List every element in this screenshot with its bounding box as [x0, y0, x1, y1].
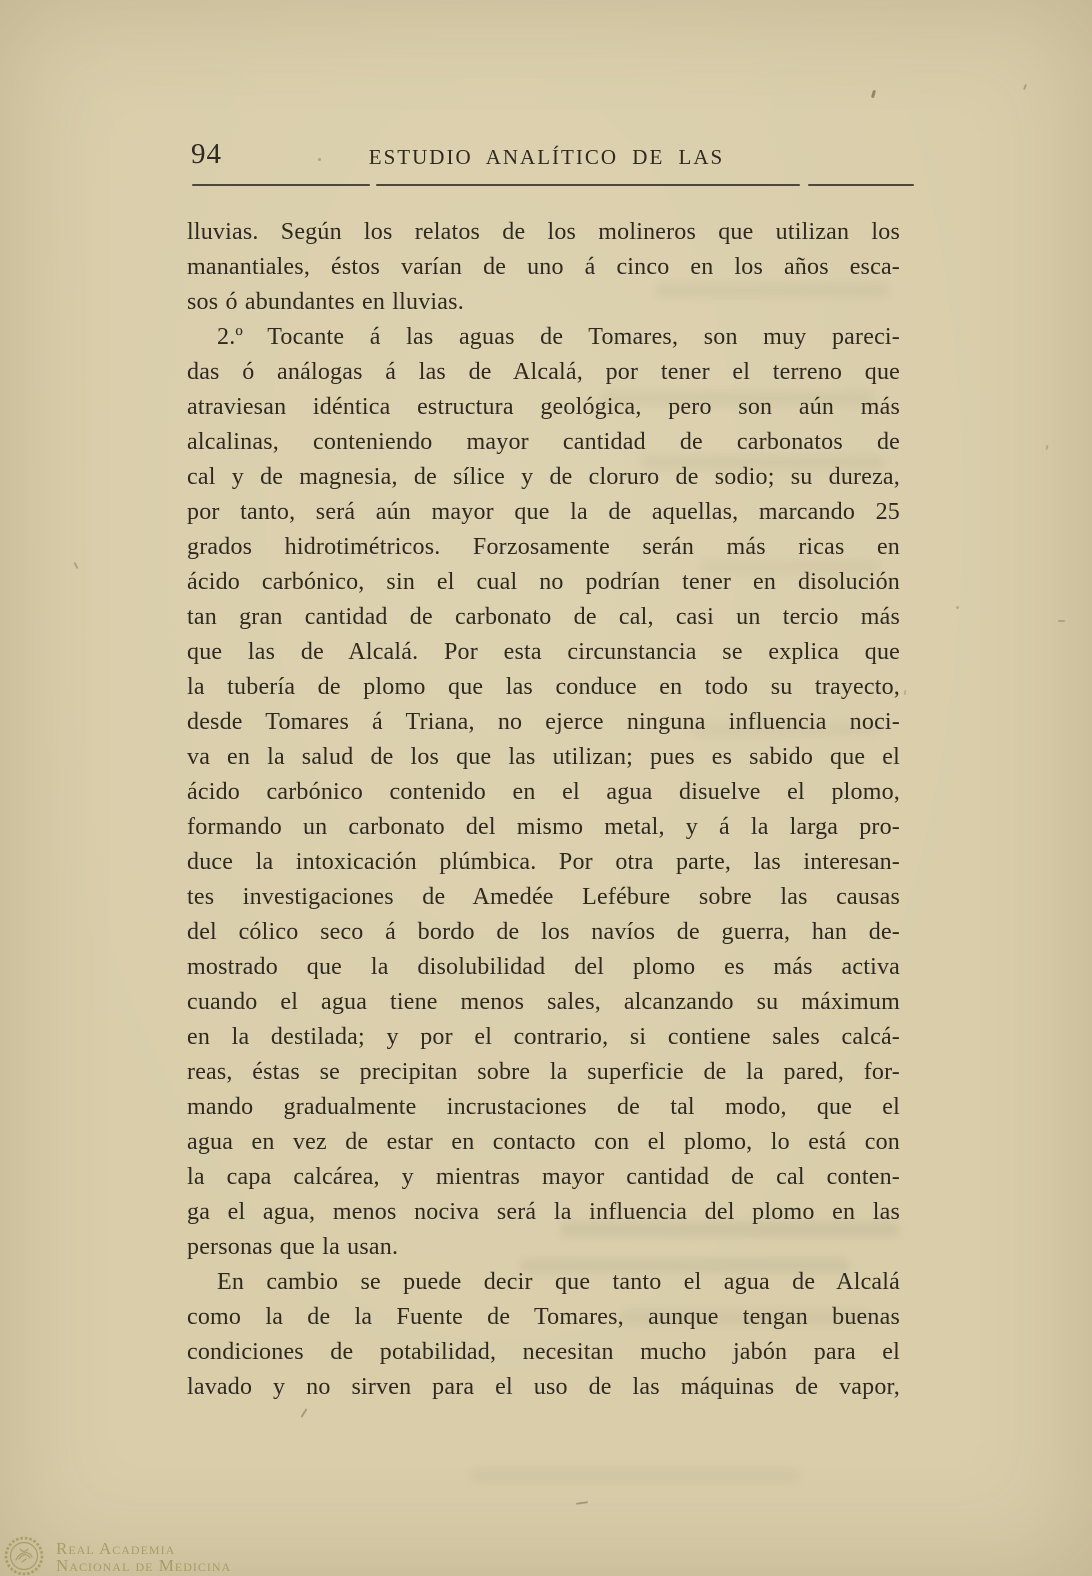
text-line: ácido carbónico contenido en el agua disuelve el plomo,	[187, 779, 900, 805]
text-line: tan gran cantidad de carbonato de cal, casi un tercio más	[187, 604, 900, 630]
text-line: la tubería de plomo que las conduce en todo su trayecto,	[187, 674, 900, 700]
text-line: alcalinas, conteniendo mayor cantidad de carbonatos de	[187, 429, 900, 455]
header-rule-segment	[376, 184, 800, 186]
text-line: atraviesan idéntica estructura geológica, pero son aún más	[187, 394, 900, 420]
ink-speck	[1058, 620, 1065, 622]
text-line: mostrado que la disolubilidad del plomo es más activa	[187, 954, 900, 980]
text-line: ga el agua, menos nociva será la influencia del plomo en las	[187, 1199, 900, 1225]
text-line: del cólico seco á bordo de los navíos de guerra, han de-	[187, 919, 900, 945]
text-line: tes investigaciones de Amedée Lefébure sobre las causas	[187, 884, 900, 910]
ink-speck	[318, 158, 321, 161]
ink-speck	[1046, 445, 1049, 450]
text-line: En cambio se puede decir que tanto el agua de Alcalá	[217, 1269, 900, 1295]
ink-speck	[956, 606, 959, 609]
ink-speck	[73, 562, 78, 569]
running-header: ESTUDIO ANALÍTICO DE LAS	[368, 145, 725, 169]
text-line: cuando el agua tiene menos sales, alcanzando su máximum	[187, 989, 900, 1015]
text-line: reas, éstas se precipitan sobre la superficie de la pared, for-	[187, 1059, 900, 1085]
text-line: 2.º Tocante á las aguas de Tomares, son muy pareci-	[217, 324, 900, 350]
text-line: mando gradualmente incrustaciones de tal modo, que el	[187, 1094, 900, 1120]
text-line: la capa calcárea, y mientras mayor cantidad de cal conten-	[187, 1164, 900, 1190]
text-line: agua en vez de estar en contacto con el plomo, lo está con	[187, 1129, 900, 1155]
ink-speck	[871, 90, 876, 99]
text-line: que las de Alcalá. Por esta circunstancia se explica que	[187, 639, 900, 665]
text-line: condiciones de potabilidad, necesitan mucho jabón para el	[187, 1339, 900, 1365]
watermark-line-2: Nacional de Medicina	[56, 1556, 232, 1575]
text-line: va en la salud de los que las utilizan; pues es sabido que el	[187, 744, 900, 770]
header-rule-segment	[192, 184, 370, 186]
ink-speck	[301, 1408, 308, 1418]
text-line: lavado y no sirven para el uso de las máquinas de vapor,	[187, 1374, 900, 1400]
text-line: en la destilada; y por el contrario, si contiene sales calcá-	[187, 1024, 900, 1050]
text-line: ácido carbónico, sin el cual no podrían tener en disolución	[187, 569, 900, 595]
header-rule	[192, 184, 916, 186]
ink-speck	[904, 690, 907, 695]
text-line: personas que la usan.	[187, 1234, 399, 1260]
text-line: das ó análogas á las de Alcalá, por tener el terreno que	[187, 359, 900, 385]
text-line: manantiales, éstos varían de uno á cinco en los años esca-	[187, 254, 900, 280]
ink-speck	[576, 1501, 588, 1505]
page-number: 94	[191, 138, 222, 170]
text-line: duce la intoxicación plúmbica. Por otra parte, las interesan-	[187, 849, 900, 875]
library-watermark	[2, 1534, 231, 1576]
ink-speck	[1023, 84, 1027, 90]
text-line: grados hidrotimétricos. Forzosamente serán más ricas en	[187, 534, 900, 560]
watermark-text	[56, 1534, 231, 1574]
header-rule-segment	[808, 184, 914, 186]
text-line: sos ó abundantes en lluvias.	[187, 289, 464, 315]
page-body	[187, 215, 900, 1405]
watermark-line-1: Real Academia	[56, 1539, 176, 1558]
text-line: cal y de magnesia, de sílice y de cloruro de sodio; su dureza,	[187, 464, 900, 490]
text-line: como la de la Fuente de Tomares, aunque tengan buenas	[187, 1304, 900, 1330]
text-line: formando un carbonato del mismo metal, y á la larga pro-	[187, 814, 900, 840]
bleedthrough-smudge	[470, 1468, 800, 1483]
text-line: lluvias. Según los relatos de los molineros que utilizan los	[187, 219, 900, 245]
text-line: por tanto, será aún mayor que la de aquellas, marcando 25	[187, 499, 900, 525]
text-line: desde Tomares á Triana, no ejerce ninguna influencia noci-	[187, 709, 900, 735]
academy-seal-icon	[2, 1534, 48, 1576]
